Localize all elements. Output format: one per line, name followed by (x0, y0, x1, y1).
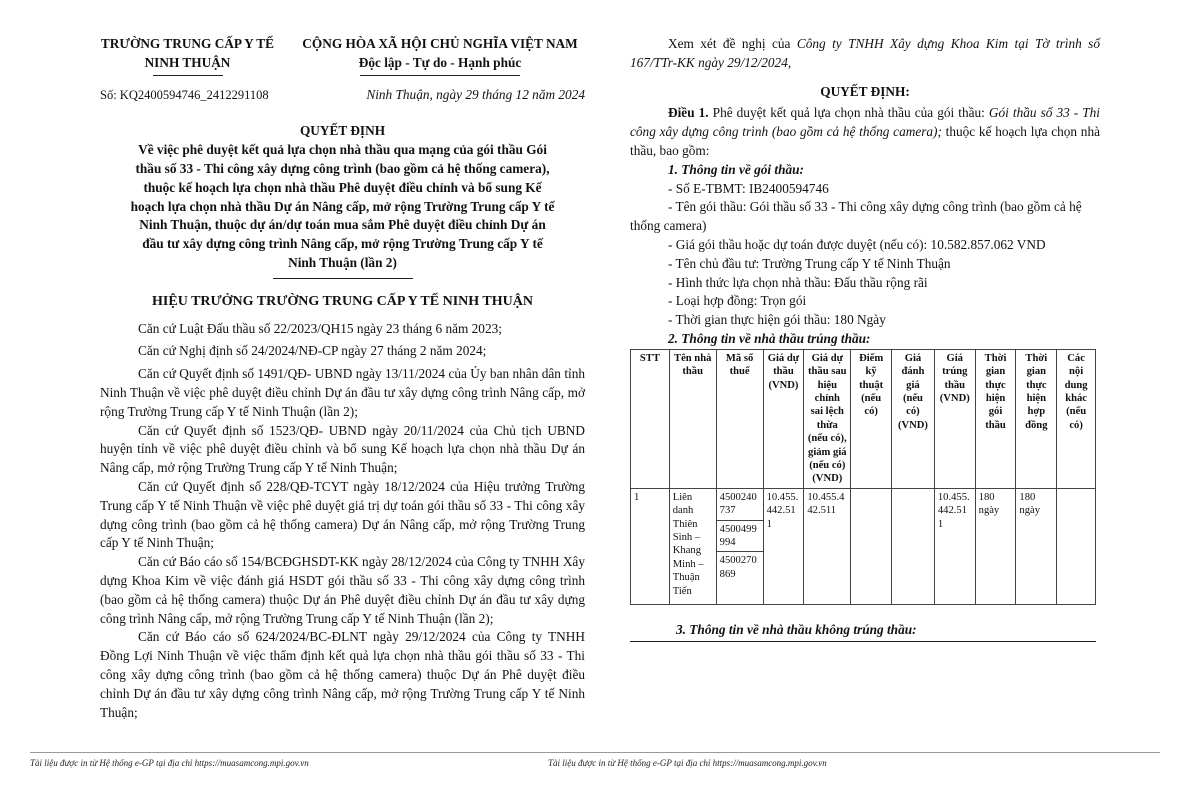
package-info-item: - Thời gian thực hiện gói thầu: 180 Ngày (668, 312, 886, 328)
package-info-item: - Số E-TBMT: IB2400594746 (668, 180, 829, 196)
cell-tax-codes (716, 488, 763, 604)
cell-award-price: 10.455.442.511 (934, 488, 975, 604)
nation-motto: Độc lập - Tự do - Hạnh phúc (358, 54, 522, 70)
tax-code: 4500270869 (719, 555, 757, 580)
section-3-rule (630, 641, 1096, 642)
table-row (631, 488, 1096, 604)
nation-underline (360, 75, 520, 76)
right-page (630, 0, 1100, 750)
winner-table (630, 349, 1096, 605)
table-header-row (631, 349, 1096, 488)
column-header: Mã số thuế (716, 349, 763, 488)
doc-title: QUYẾT ĐỊNH (299, 123, 386, 139)
legal-basis: Căn cứ Báo cáo số 624/2024/BC-ĐLNT ngày 29/12/2024 của Công ty TNHH Đồng Lợi Ninh Thuận về việc thẩm định kết quả lựa chọn nhà thầu gói thầu số 33 - Thi công xây dựng công trình (bao gồm cả hệ thống camera) thuộc Dự án Phê duyệt điều chỉnh Dự án đầu tư xây dựng công trình Nâng cấp, mở rộng Trường Trung cấp Y tế Ninh Thuận; (100, 629, 585, 720)
cell-package-time: 180 ngày (975, 488, 1016, 604)
cell-adjusted-price: 10.455.442.511 (804, 488, 851, 604)
subject-line: Ninh Thuận (lần 2) (288, 254, 397, 270)
column-header: Giá đánh giá (nếu có) (VND) (892, 349, 935, 488)
footer-right: Tài liệu được in từ Hệ thống e-GP tại địa chỉ https://muasamcong.mpi.gov.vn (548, 758, 827, 768)
school-name-line2: NINH THUẬN (144, 54, 231, 70)
consideration-italic: Công ty TNHH Xây dựng Khoa Kim tại Tờ trình số 167/TTr-KK ngày 29/12/2024, (630, 36, 1100, 70)
subject-line: đầu tư xây dựng công trình Nâng cấp, mở rộng Trường Trung cấp Y tế (142, 236, 543, 252)
tax-code: 4500240737 (717, 489, 763, 521)
footer-divider (30, 752, 1160, 753)
package-info (630, 180, 1100, 330)
package-info-item: - Giá gói thầu hoặc dự toán được duyệt (nếu có): 10.582.857.062 VND (668, 236, 1046, 252)
tax-code: 4500499994 (717, 521, 763, 553)
article-1 (630, 104, 1100, 160)
footer-left: Tài liệu được in từ Hệ thống e-GP tại địa chỉ https://muasamcong.mpi.gov.vn (30, 758, 309, 768)
consideration-text: Xem xét đề nghị của (668, 36, 797, 51)
number-date-row (100, 86, 585, 105)
article-1-tail: thuộc kế hoạch lựa chọn nhà thầu, bao gồm: (630, 124, 1100, 158)
legal-bases (100, 320, 585, 723)
column-header: Giá dự thầu (VND) (763, 349, 804, 488)
legal-basis: Căn cứ Luật Đấu thầu số 22/2023/QH15 ngày 23 tháng 6 năm 2023; (138, 320, 502, 336)
legal-basis: Căn cứ Quyết định số 1491/QĐ- UBND ngày 13/11/2024 của Ủy ban nhân dân tỉnh Ninh Thuận về việc phê duyệt điều chỉnh Dự án đầu tư xây dựng công trình Nâng cấp, mở rộng Trường Trung cấp Y tế Ninh Thuận (lần 2); (100, 366, 585, 419)
doc-subject (100, 141, 585, 273)
subject-line: thầu số 33 - Thi công xây dựng công trình (bao gồm cả hệ thống camera), (135, 160, 550, 176)
column-header: Các nội dung khác (nếu có) (1057, 349, 1096, 488)
subject-underline (273, 278, 413, 279)
legal-basis: Căn cứ Quyết định số 1523/QĐ- UBND ngày 20/11/2024 của Chủ tịch UBND huyện tỉnh về việc phê duyệt điều chỉnh và bổ sung Kế hoạch lựa chọn nhà thầu Dự án Nâng cấp, mở rộng Trường Trung cấp Y tế Ninh Thuận; (100, 422, 585, 476)
package-info-item: - Tên gói thầu: Gói thầu số 33 - Thi công xây dựng công trình (bao gồm cả hệ thống camera) (630, 199, 1082, 234)
section-1-title: 1. Thông tin về gói thầu: (668, 161, 804, 177)
legal-basis: Căn cứ Quyết định số 228/QĐ-TCYT ngày 18/12/2024 của Hiệu trưởng Trường Trung cấp Y tế Ninh Thuận về việc phê duyệt giá trị dự toán gói thầu số 33 - Thi công xây dựng công trình (bao gồm cả hệ thống camera) Dự án Nâng cấp, mở rộng Trường Trung cấp Y tế Ninh Thuận; (100, 478, 585, 551)
issuer-block (100, 35, 275, 76)
doc-date: Ninh Thuận, ngày 29 tháng 12 năm 2024 (366, 86, 585, 102)
doc-number: Số: KQ2400594746_2412291108 (100, 87, 269, 102)
column-header: Giá dự thầu sau hiệu chỉnh sai lệch thừa (nếu có), giảm giá (nếu có) (VND) (804, 349, 851, 488)
column-header: Điểm kỹ thuật (nếu có) (851, 349, 892, 488)
column-header: Giá trúng thầu (VND) (934, 349, 975, 488)
section-3-title: 3. Thông tin về nhà thầu không trúng thầu: (676, 621, 917, 637)
article-1-label: Điều 1. (668, 105, 709, 121)
article-1-text: Phê duyệt kết quả lựa chọn nhà thầu của gói thầu: (708, 105, 989, 121)
subject-line: hoạch lựa chọn nhà thầu Dự án Nâng cấp, mở rộng Trường Trung cấp Y tế (130, 198, 555, 214)
header-row (100, 35, 585, 76)
authority-title: HIỆU TRƯỞNG TRƯỜNG TRUNG CẤP Y TẾ NINH THUẬN (152, 293, 533, 309)
cell-eval-price (892, 488, 935, 604)
cell-bid-price: 10.455.442.511 (763, 488, 804, 604)
left-page (100, 0, 585, 750)
section-2-title: 2. Thông tin về nhà thầu trúng thầu: (668, 330, 871, 346)
subject-line: Ninh Thuận, thuộc dự án/dự toán mua sắm Phê duyệt điều chỉnh Dự án (139, 217, 546, 233)
package-info-item: - Loại hợp đồng: Trọn gói (668, 293, 807, 309)
column-header: Tên nhà thầu (669, 349, 716, 488)
consideration (630, 35, 1100, 73)
issuer-underline (153, 75, 223, 76)
subject-line: thuộc kế hoạch lựa chọn nhà thầu Phê duyệt điều chỉnh và bổ sung Kế (143, 179, 542, 195)
subject-line: Về việc phê duyệt kết quả lựa chọn nhà thầu qua mạng của gói thầu Gói (138, 142, 547, 158)
school-name-line1: TRƯỜNG TRUNG CẤP Y TẾ (100, 36, 275, 51)
legal-basis: Căn cứ Báo cáo số 154/BCĐGHSDT-KK ngày 28/12/2024 của Công ty TNHH Xây dựng Khoa Kim về việc đánh giá HSDT gói thầu số 33 - Thi công xây dựng công trình (bao gồm cả hệ thống camera) thuộc Dự án Phê duyệt điều chỉnh Dự án đầu tư xây dựng công trình Nâng cấp, mở rộng Trường Trung cấp Y tế Ninh Thuận (lần 2); (100, 554, 585, 626)
cell-stt: 1 (631, 488, 670, 604)
nation-name: CỘNG HÒA XÃ HỘI CHỦ NGHĨA VIỆT NAM (302, 36, 578, 51)
cell-bidder-name: Liên danh Thiên Sinh – Khang Minh – Thuận Tiến (669, 488, 716, 604)
package-info-item: - Hình thức lựa chọn nhà thầu: Đấu thầu rộng rãi (668, 274, 928, 290)
column-header: Thời gian thực hiện gói thầu (975, 349, 1016, 488)
decide-title: QUYẾT ĐỊNH: (820, 83, 910, 99)
cell-contract-time: 180 ngày (1016, 488, 1057, 604)
cell-other (1057, 488, 1096, 604)
legal-basis: Căn cứ Nghị định số 24/2024/NĐ-CP ngày 27 tháng 2 năm 2024; (138, 343, 487, 359)
cell-tech-score (851, 488, 892, 604)
nation-block (295, 35, 585, 76)
column-header: STT (631, 349, 670, 488)
package-info-item: - Tên chủ đầu tư: Trường Trung cấp Y tế Ninh Thuận (668, 255, 951, 271)
article-1-italic: Gói thầu số 33 - Thi công xây dựng công trình (bao gồm cả hệ thống camera); (630, 105, 1100, 140)
column-header: Thời gian thực hiện hợp đồng (1016, 349, 1057, 488)
